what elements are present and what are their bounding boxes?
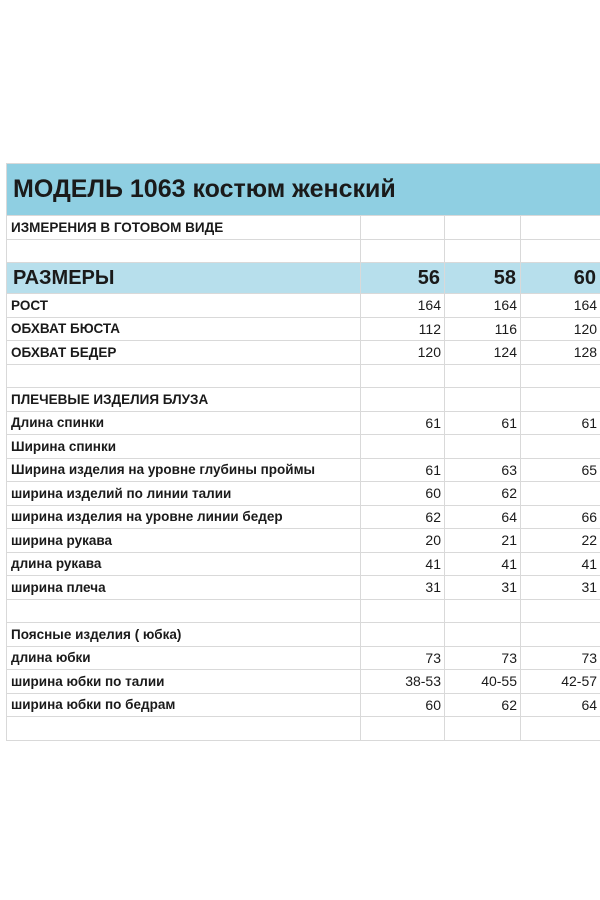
cell-value: 20 [361, 529, 445, 553]
cell-value: 64 [445, 505, 521, 529]
cell-value: 66 [521, 505, 600, 529]
empty-row [7, 364, 600, 388]
cell-value: 41 [521, 552, 600, 576]
cell-value: 60 [361, 693, 445, 717]
cell-value: 164 [521, 294, 600, 318]
row-label: длина рукава [7, 552, 361, 576]
row-label: ОБХВАТ БЕДЕР [7, 341, 361, 365]
cell-value: 112 [361, 317, 445, 341]
cell-value: 164 [361, 294, 445, 318]
cell-value: 60 [361, 482, 445, 506]
cell-value: 22 [521, 529, 600, 553]
cell-value: 120 [361, 341, 445, 365]
cell-value: 73 [521, 646, 600, 670]
row-label: ширина изделия на уровне линии бедер [7, 505, 361, 529]
table-row [7, 529, 600, 553]
table-subtitle: ИЗМЕРЕНИЯ В ГОТОВОМ ВИДЕ [7, 216, 361, 240]
subtitle-row [7, 216, 600, 240]
table-row [7, 693, 600, 717]
table-row [7, 294, 600, 318]
cell-value: 61 [361, 411, 445, 435]
size-header: 60 [521, 263, 600, 294]
cell-value [521, 435, 600, 459]
cell-value [361, 435, 445, 459]
cell-value: 73 [361, 646, 445, 670]
table-row [7, 505, 600, 529]
row-label: ОБХВАТ БЮСТА [7, 317, 361, 341]
table-row [7, 411, 600, 435]
cell-value: 42-57 [521, 670, 600, 694]
section-row [7, 623, 600, 647]
row-label: ширина изделий по линии талии [7, 482, 361, 506]
cell-value: 31 [445, 576, 521, 600]
cell-value: 61 [445, 411, 521, 435]
cell-value: 62 [445, 693, 521, 717]
table-row [7, 341, 600, 365]
row-label: ширина рукава [7, 529, 361, 553]
table-row [7, 482, 600, 506]
cell-value: 128 [521, 341, 600, 365]
empty-row [7, 239, 600, 263]
section-title-blouse: ПЛЕЧЕВЫЕ ИЗДЕЛИЯ БЛУЗА [7, 388, 361, 412]
cell-value: 38-53 [361, 670, 445, 694]
sizes-header-row [7, 263, 600, 294]
cell-value: 41 [361, 552, 445, 576]
row-label: Длина спинки [7, 411, 361, 435]
cell-value: 65 [521, 458, 600, 482]
table-row [7, 317, 600, 341]
table-row [7, 670, 600, 694]
title-row [7, 164, 600, 216]
cell-value: 120 [521, 317, 600, 341]
size-chart-table [6, 163, 600, 741]
row-label: ширина юбки по талии [7, 670, 361, 694]
table-row [7, 435, 600, 459]
table-row [7, 552, 600, 576]
size-header: 58 [445, 263, 521, 294]
cell-value: 21 [445, 529, 521, 553]
cell-value: 61 [361, 458, 445, 482]
row-label: Ширина спинки [7, 435, 361, 459]
table-title: МОДЕЛЬ 1063 костюм женский [7, 164, 600, 216]
row-label: РОСТ [7, 294, 361, 318]
row-label: ширина плеча [7, 576, 361, 600]
table-row [7, 576, 600, 600]
cell-value: 64 [521, 693, 600, 717]
sizes-label: РАЗМЕРЫ [7, 263, 361, 294]
empty-row [7, 717, 600, 741]
table-row [7, 458, 600, 482]
cell-value: 73 [445, 646, 521, 670]
size-header: 56 [361, 263, 445, 294]
cell-value: 31 [521, 576, 600, 600]
cell-value: 164 [445, 294, 521, 318]
cell-value [521, 482, 600, 506]
row-label: Ширина изделия на уровне глубины проймы [7, 458, 361, 482]
cell-value [445, 435, 521, 459]
section-row [7, 388, 600, 412]
section-title-skirt: Поясные изделия ( юбка) [7, 623, 361, 647]
table-row [7, 646, 600, 670]
empty-row [7, 599, 600, 623]
cell-value: 40-55 [445, 670, 521, 694]
row-label: длина юбки [7, 646, 361, 670]
size-chart-sheet [6, 163, 600, 741]
cell-value: 62 [445, 482, 521, 506]
cell-value: 41 [445, 552, 521, 576]
row-label: ширина юбки по бедрам [7, 693, 361, 717]
cell-value: 124 [445, 341, 521, 365]
cell-value: 61 [521, 411, 600, 435]
cell-value: 116 [445, 317, 521, 341]
cell-value: 31 [361, 576, 445, 600]
cell-value: 63 [445, 458, 521, 482]
cell-value: 62 [361, 505, 445, 529]
